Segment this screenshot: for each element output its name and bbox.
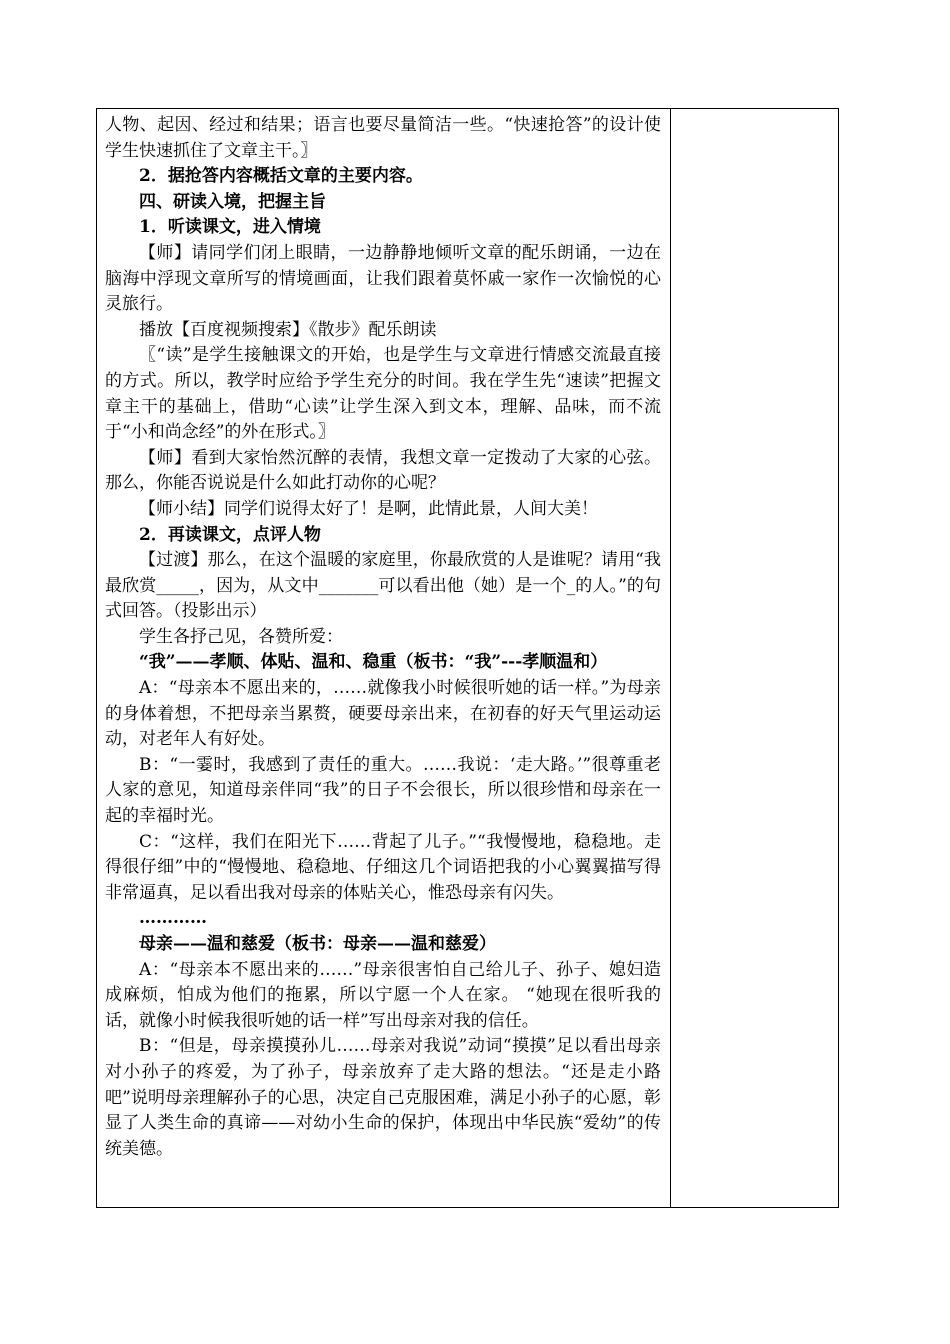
section-step: 2．再读课文，点评人物	[139, 524, 321, 545]
paragraph: 学生各抒己见，各赞所爱：	[139, 626, 343, 647]
paragraph: B：“但是，母亲摸摸孙儿……母亲对我说”动词“摸摸”足以看出母亲对小孙子的疼爱，为了孙子，母亲放弃了走大路的想法。“还是走小路吧”说明母亲理解孙子的心思，决定自己克服困难，满足小孙子的心愿，彰显了人类生命的真谛——对幼小生命的保护，体现出中华民族“爱幼”的传统美德。	[105, 1036, 661, 1159]
paragraph: 【师】看到大家怡然沉醉的表情，我想文章一定拨动了大家的心弦。那么，你能否说说是什么如此打动你的心呢？	[105, 447, 661, 494]
main-content-cell	[105, 113, 661, 1162]
paragraph: 【师小结】同学们说得太好了！是啊，此情此景，人间大美！	[139, 498, 598, 519]
character-heading: “我”——孝顺、体贴、温和、稳重（板书：“我”---孝顺温和）	[139, 652, 608, 673]
paragraph: A：“母亲本不愿出来的，……就像我小时候很听她的话一样。”为母亲的身体着想，不把母亲当累赘，硬要母亲出来，在初春的好天气里运动运动，对老年人有好处。	[105, 678, 661, 750]
side-notes-cell	[671, 109, 838, 1207]
paragraph: C：“这样，我们在阳光下……背起了儿子。”“我慢慢地，稳稳地。走得很仔细”中的“慢慢地、稳稳地、仔细这几个词语把我的小心翼翼描写得非常逼真，足以看出我对母亲的体贴关心，惟恐母亲有闪失。	[105, 831, 661, 903]
paragraph: B：“一霎时，我感到了责任的重大。……我说：‘走大路。’”很尊重老人家的意见，知道母亲伴同“我”的日子不会很长，所以很珍惜和母亲在一起的幸福时光。	[105, 754, 661, 827]
document-table	[96, 108, 839, 1208]
section-heading: 四、研读入境，把握主旨	[139, 191, 326, 212]
section-step: 1．听读课文，进入情境	[139, 217, 321, 238]
paragraph: 人物、起因、经过和结果；语言也要尽量简洁一些。“快速抢答”的设计使学生快速抓住了文章主干。〗	[105, 115, 661, 161]
character-heading: 母亲——温和慈爱（板书：母亲——温和慈爱）	[139, 934, 496, 954]
section-step: 2．据抢答内容概括文章的主要内容。	[139, 166, 423, 187]
paragraph: 〖“读”是学生接触课文的开始，也是学生与文章进行情感交流最直接的方式。所以，教学时应给予学生充分的时间。我在学生先“速读”把握文章主干的基础上，借助“心读”让学生深入到文本，理解、品味，而不流于“小和尚念经”的外在形式。〗	[105, 345, 661, 443]
ellipsis-line: …………	[139, 908, 207, 929]
paragraph: 【过渡】那么，在这个温暖的家庭里，你最欣赏的人是谁呢？请用“我最欣赏_____，因为，从文中_______可以看出他（她）是一个_的人。”的句式回答。（投影出示）	[105, 550, 661, 622]
paragraph: 播放【百度视频搜索】《散步》配乐朗读	[139, 319, 437, 340]
paragraph: 【师】请同学们闭上眼睛，一边静静地倾听文章的配乐朗诵，一边在脑海中浮现文章所写的情境画面，让我们跟着莫怀戚一家作一次愉悦的心灵旅行。	[105, 242, 661, 315]
paragraph: A：“母亲本不愿出来的……”母亲很害怕自己给儿子、孙子、媳妇造成麻烦，怕成为他们的拖累，所以宁愿一个人在家。 “她现在很听我的话，就像小时候我很听她的话一样”写出母亲对我的信任。	[105, 959, 661, 1031]
